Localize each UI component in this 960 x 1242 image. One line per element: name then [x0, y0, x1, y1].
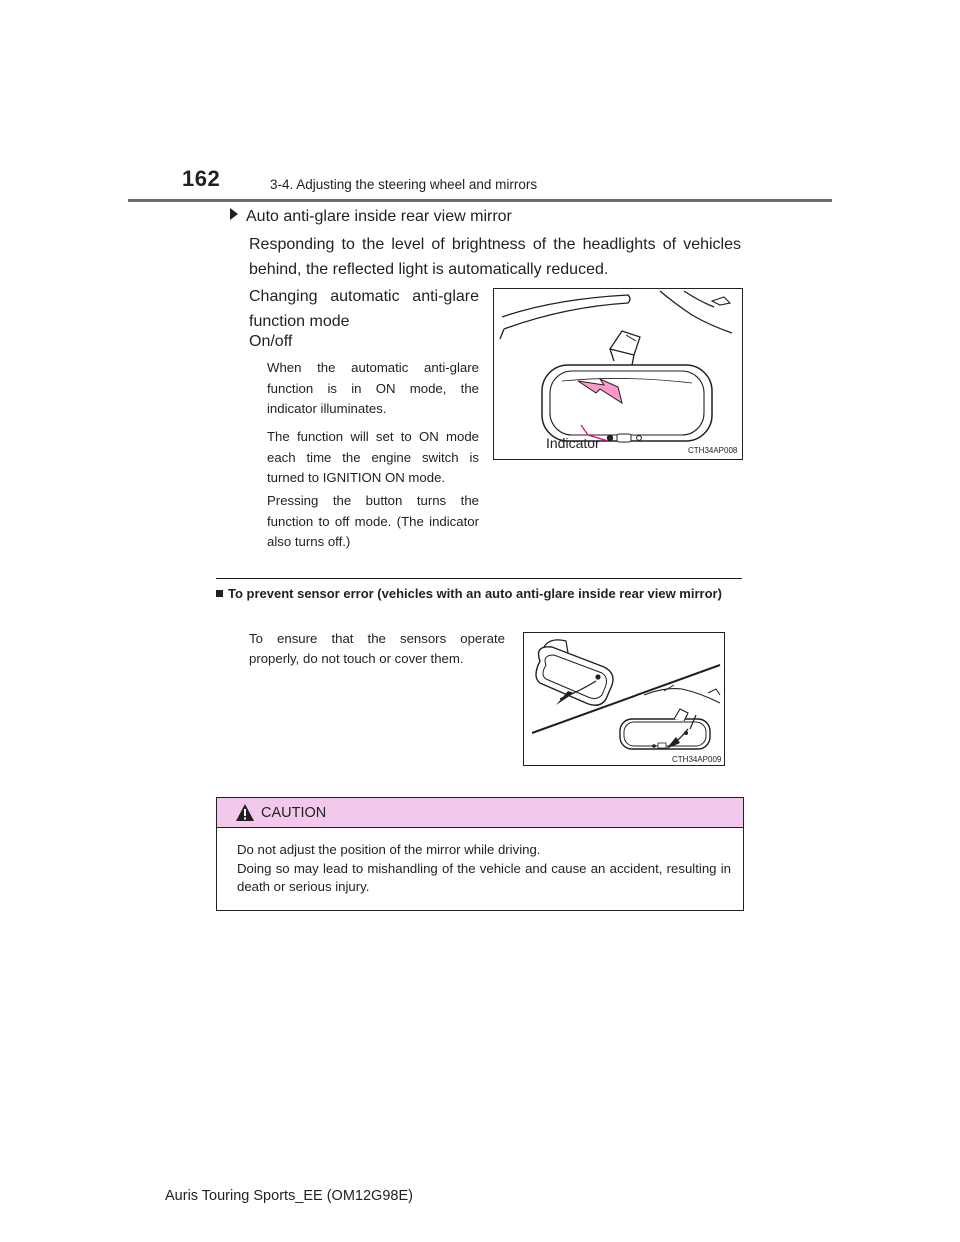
item-heading-text: Auto anti-glare inside rear view mirror	[246, 208, 512, 225]
page-number: 162	[182, 166, 221, 191]
figure2-code: CTH34AP009	[672, 755, 722, 764]
square-bullet-icon	[216, 590, 223, 597]
caution-line-1: Do not adjust the position of the mirror while driving.	[237, 842, 541, 857]
note-indicator: When the automatic anti-glare function is in ON mode, the indicator illuminates.	[267, 360, 479, 416]
note-button-off: Pressing the button turns the function to off mode. (The indicator also turns off.)	[267, 493, 479, 549]
header-rule	[128, 199, 832, 202]
section-title: 3-4. Adjusting the steering wheel and mirrors	[270, 177, 538, 192]
warning-triangle-icon	[235, 803, 255, 822]
figure-sensor-location	[523, 632, 725, 766]
sub-heading: Changing automatic anti-glare function mode	[249, 288, 479, 330]
note-default-on: The function will set to ON mode each time the engine switch is turned to IGNITION ON mode.	[267, 429, 479, 485]
caution-header	[217, 798, 743, 828]
item-heading	[230, 208, 512, 226]
mirror-illustration	[494, 289, 742, 459]
caution-box	[216, 797, 744, 911]
triangle-bullet-icon	[230, 208, 238, 220]
info-heading	[216, 585, 742, 602]
caution-text	[237, 841, 731, 897]
item-description: Responding to the level of brightness of the headlights of vehicles behind, the reflected light is automatically reduced.	[249, 236, 741, 278]
info-heading-text: To prevent sensor error (vehicles with an auto anti-glare inside rear view mirror)	[228, 586, 722, 601]
indicator-label: Indicator	[546, 435, 600, 451]
caution-title: CAUTION	[261, 805, 327, 821]
sub-heading-onoff: On/off	[249, 333, 293, 350]
figure-mirror-indicator	[493, 288, 743, 460]
footer-model: Auris Touring Sports_EE (OM12G98E)	[165, 1188, 413, 1204]
info-text: To ensure that the sensors operate properly, do not touch or cover them.	[249, 631, 505, 666]
sensor-illustration	[524, 633, 724, 765]
figure1-code: CTH34AP008	[688, 446, 738, 455]
section-divider	[216, 578, 742, 579]
caution-line-2: Doing so may lead to mishandling of the vehicle and cause an accident, resulting in death or serious injury.	[237, 860, 731, 894]
